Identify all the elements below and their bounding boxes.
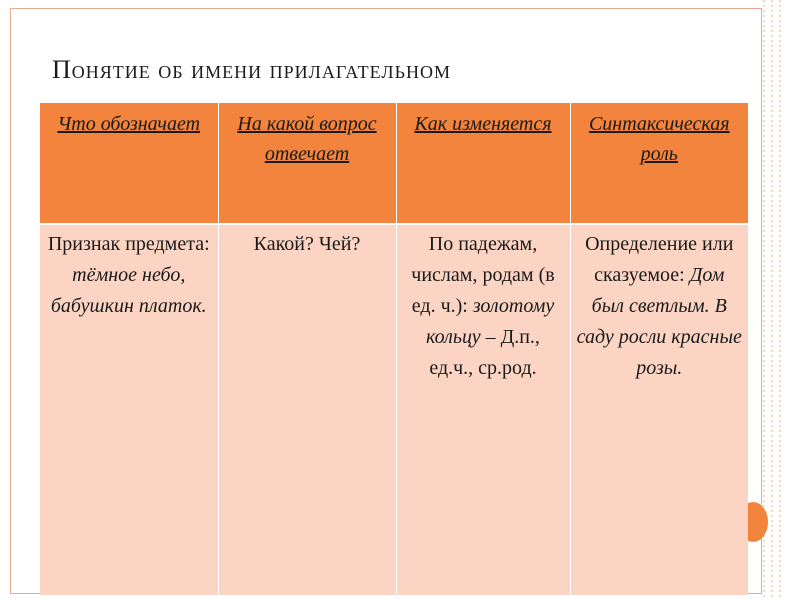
header-question: На какой вопрос отвечает: [218, 103, 396, 224]
cell-how-changes: [396, 224, 570, 595]
cell-what-denotes-example: тёмное небо, бабушкин платок.: [50, 264, 207, 317]
cell-what-denotes-text: Признак предмета:: [47, 233, 210, 255]
cell-syntax-role: [570, 224, 748, 595]
cell-syntax-role-text: Определение или сказуемое:: [585, 233, 734, 286]
cell-question: [218, 224, 396, 595]
slide-title: Понятие об имени прилагательном: [52, 55, 451, 84]
cell-how-changes-example: золотому кольцу: [426, 295, 555, 348]
header-how-changes: Как изменяется: [396, 103, 570, 224]
cell-question-text: Какой? Чей?: [253, 233, 361, 255]
cell-what-denotes: [40, 224, 218, 595]
adjective-table: [40, 103, 748, 595]
header-what-denotes: Что обозначает: [40, 103, 218, 224]
cell-how-changes-tail: – Д.п., ед.ч., ср.род.: [429, 326, 540, 379]
header-syntax-role: Синтаксическая роль: [570, 103, 748, 224]
cell-how-changes-text: По падежам, числам, родам (в ед. ч.):: [411, 233, 555, 317]
cell-syntax-role-example: Дом был светлым. В саду росли красные розы.: [576, 264, 742, 379]
